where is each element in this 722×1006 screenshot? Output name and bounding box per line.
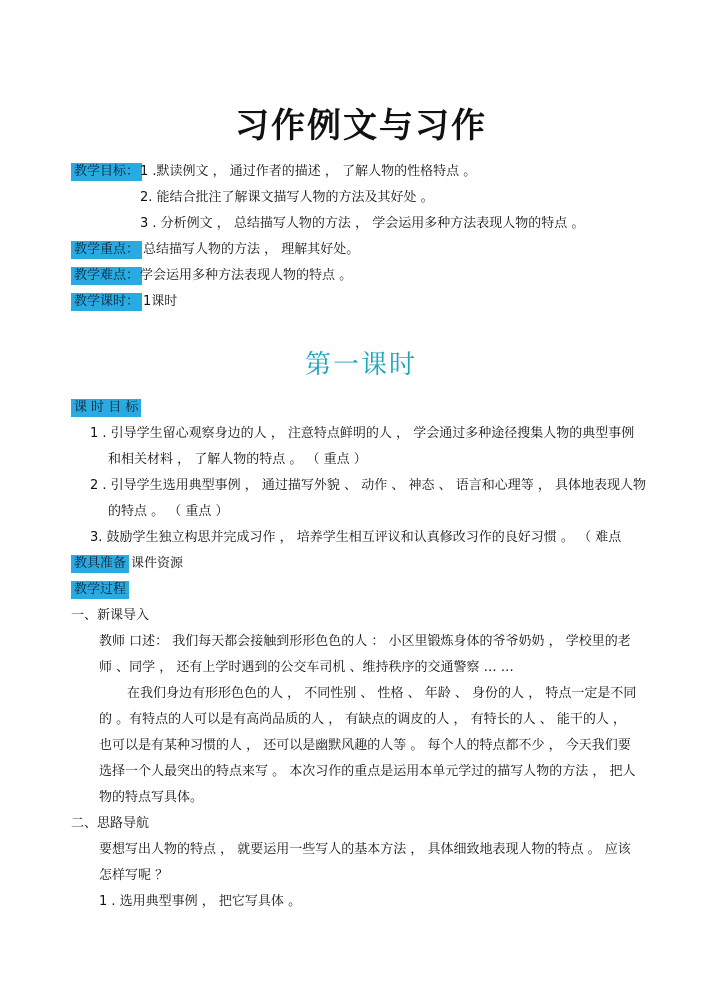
- lesson-goal-label: 课 时 目 标: [71, 399, 141, 417]
- section-guide-heading: 二、思路导航: [71, 816, 150, 831]
- intro-line-1: 教师 口述： 我们每天都会接触到形形色色的人 ： 小区里锻炼身体的爷爷奶奶 ， 学校里的老: [99, 634, 631, 649]
- intro-line-6: 选择一个人最突出的特点来写 。 本次习作的重点是运用本单元学过的描写人物的方法 ， 把人: [99, 764, 636, 779]
- key-point-label: 教学重点：: [71, 241, 142, 259]
- periods-label: 教学课时：: [71, 293, 142, 311]
- tools-text: 课件资源: [131, 556, 184, 571]
- guide-line-1: 要想写出人物的特点 ， 就要运用一些写人的基本方法 ， 具体细致地表现人物的特点 。 应该: [99, 842, 631, 857]
- goal-line-4: 的特点 。 （ 重点 ）: [108, 504, 229, 519]
- guide-line-2: 怎样写呢 ？: [99, 868, 169, 883]
- document-title: 习作例文与习作: [235, 106, 487, 146]
- periods-text: 1课时: [143, 294, 178, 309]
- intro-line-5: 也可以是有某种习惯的人 ， 还可以是幽默风趣的人等 。 每个人的特点都不少 ， 今天我们要: [99, 738, 631, 753]
- intro-line-2: 师 、同学 ， 还有上学时遇到的公交车司机 、维持秩序的交通警察 … …: [99, 660, 514, 675]
- goal-line-2: 和相关材料 ， 了解人物的特点 。 （ 重点 ）: [108, 452, 367, 467]
- guide-line-3: 1 . 选用典型事例 ， 把它写具体 。: [99, 894, 302, 909]
- goal-line-5: 3. 鼓励学生独立构思并完成习作 ， 培养学生相互评议和认真修改习作的良好习惯 。 （ 难点: [90, 530, 622, 545]
- key-point-text: 总结描写人物的方法 ， 理解其好处。: [143, 242, 360, 257]
- process-label: 教学过程: [71, 581, 129, 599]
- intro-line-4: 的 。有特点的人可以是有高尚品质的人 ， 有缺点的调皮的人 ， 有特长的人 、 能干的人 ，: [99, 712, 627, 727]
- tools-label: 教具准备: [71, 555, 129, 573]
- intro-line-7: 物的特点写具体。: [99, 790, 204, 805]
- objectives-label: 教学目标：: [71, 163, 142, 181]
- objective-line-1: 1 .默读例文 ， 通过作者的描述 ， 了解人物的性格特点 。: [140, 164, 477, 179]
- objective-line-2: 2. 能结合批注了解课文描写人物的方法及其好处 。: [140, 190, 434, 205]
- objective-line-3: 3 . 分析例文 ， 总结描写人物的方法 ， 学会运用多种方法表现人物的特点 。: [140, 216, 585, 231]
- section-intro-heading: 一、新课导入: [71, 608, 150, 623]
- intro-line-3: 在我们身边有形形色色的人 ， 不同性别 、 性格 、 年龄 、 身份的人 ， 特点一定是不同: [127, 686, 637, 701]
- lesson-heading: 第一课时: [304, 350, 417, 380]
- difficulty-label: 教学难点：: [71, 267, 142, 285]
- goal-line-1: 1 . 引导学生留心观察身边的人 ， 注意特点鲜明的人 ， 学会通过多种途径搜集人物的典型事例: [90, 426, 635, 441]
- goal-line-3: 2 . 引导学生选用典型事例 ， 通过描写外貌 、 动作 、 神态 、 语言和心理等 ， 具体地表现人物: [90, 478, 646, 493]
- difficulty-text: 学会运用多种方法表现人物的特点 。: [140, 268, 353, 283]
